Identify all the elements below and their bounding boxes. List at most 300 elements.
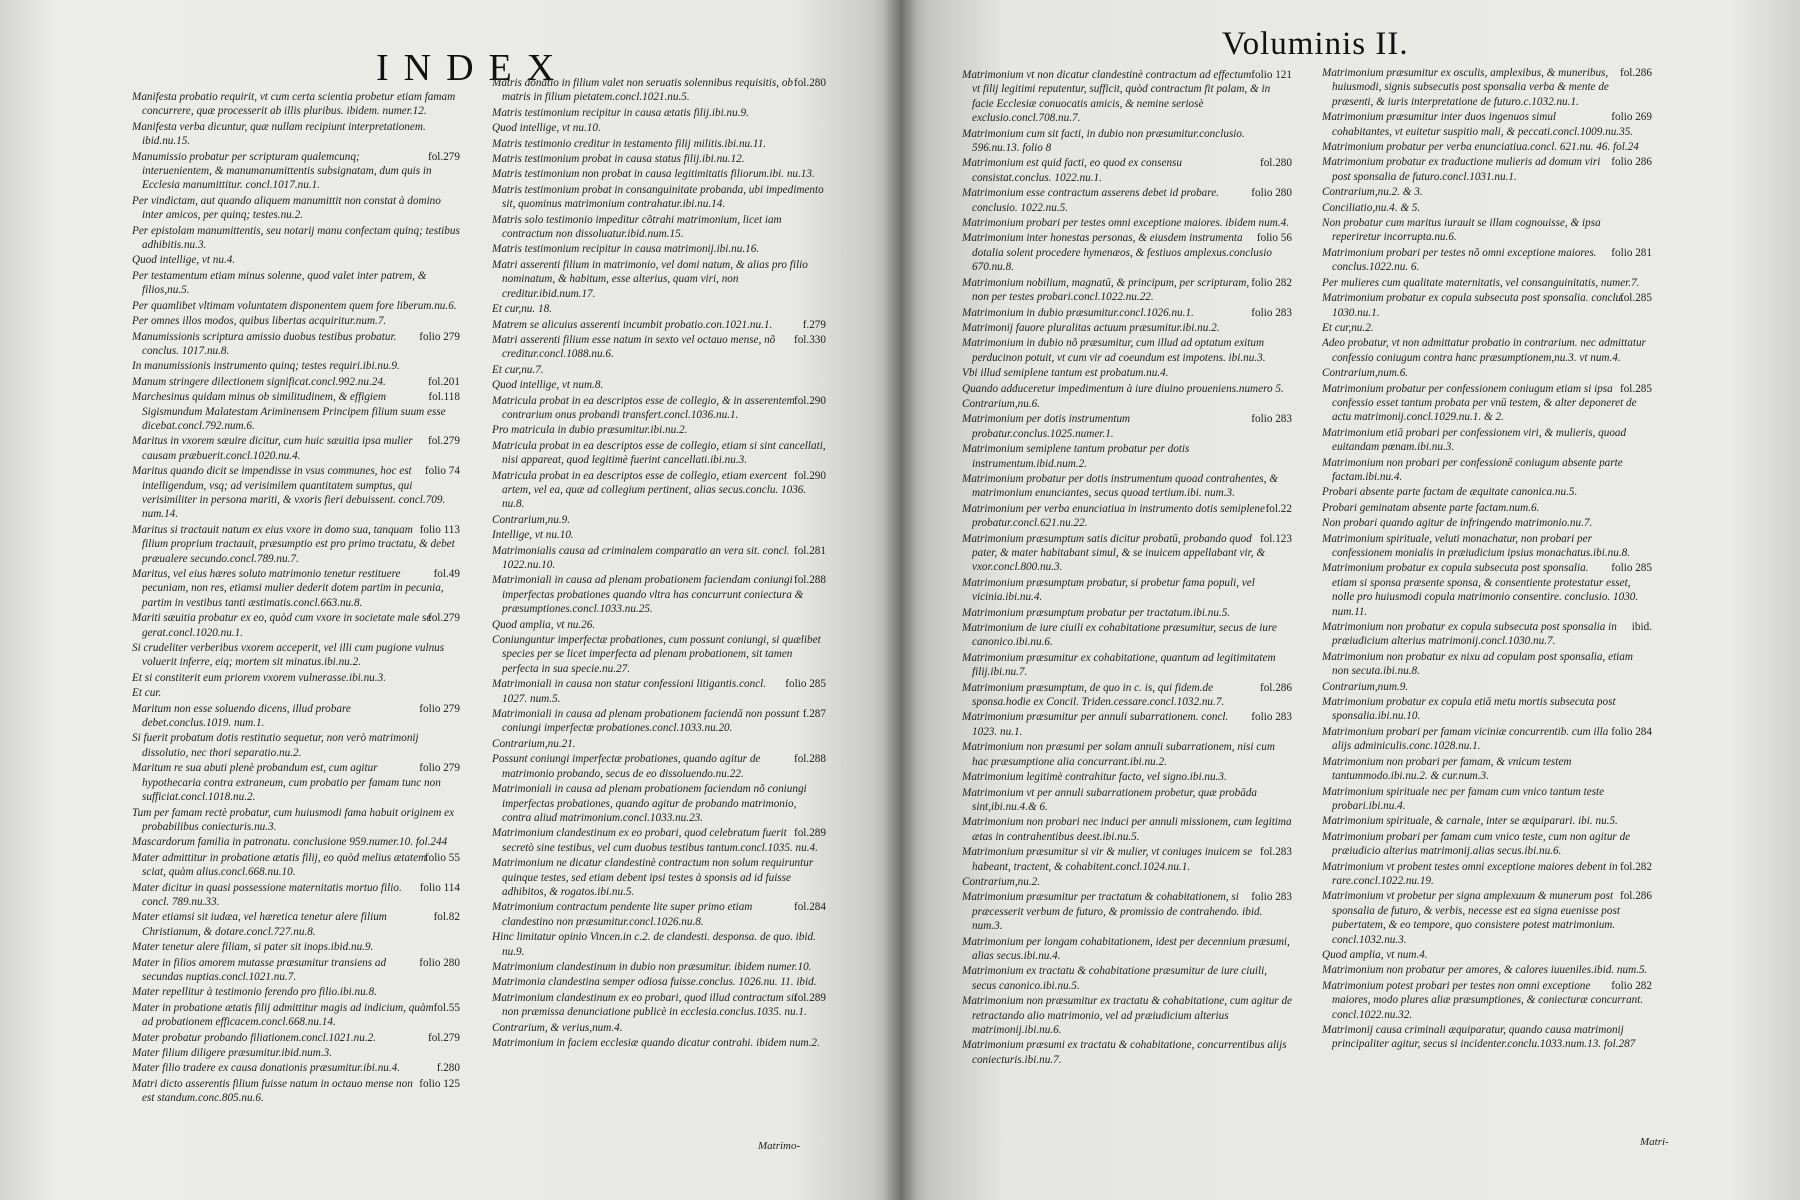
folio-reference: fol.280 — [793, 77, 826, 89]
folio-reference: fol.82 — [433, 911, 460, 924]
index-entry-text: Marchesinus quidam minus ob similitudinem, & effigiem Sigismundum Malatestam Ariminensem Principem filium suum esse dicebat.concl.792.num.6. — [132, 391, 446, 432]
folio-reference: folio 55 — [424, 851, 460, 864]
index-entry-text: Matrimonium semiplene tantum probatur per dotis instrumentum.ibid.num.2. — [962, 443, 1190, 470]
index-entry-text: Matrimonium vt per annuli subarrationem probetur, quæ probāda sint,ibi.nu.4.& 6. — [962, 786, 1258, 813]
folio-reference: folio 286 — [1611, 156, 1652, 169]
index-entry-text: Matrimonium non probari per famam, & vnicum testem tantummodo.ibi.nu.2. & cur.num.3. — [1322, 755, 1572, 783]
index-entry-text: Matri asserenti filium in matrimonio, vel domi natum, & alias pro filio nominatum, & habitum, esse alterius, quam viri, non creditur.ibid.num.17. — [492, 258, 808, 300]
index-entry-text: Manum stringere dilectionem significat.concl.992.nu.24. — [132, 375, 386, 388]
folio-reference: fol.279 — [427, 612, 460, 625]
catchword-left: Matrimo- — [758, 1140, 801, 1152]
index-entry-text: Matrimonium cum sit facti, in dubio non præsumitur.conclusio. 596.nu.13. folio 8 — [962, 127, 1245, 155]
index-entry — [492, 469, 826, 512]
index-entry-text: Maritus si tractauit natum ex eius vxore in domo sua, tanquam filium proprium tractauit, præsumptio est pro primo tractatu, & debet præualere secundo.concl.789.nu.7. — [132, 523, 455, 565]
index-entry — [1322, 680, 1652, 694]
folio-reference: fol.285 — [1619, 292, 1652, 305]
index-entry-text: Quod amplia, vt num.4. — [1322, 948, 1428, 961]
folio-reference: folio 283 — [1251, 306, 1292, 319]
index-entry-text: Probari geminatam absente parte factam.num.6. — [1322, 501, 1540, 514]
index-entry — [962, 994, 1292, 1037]
folio-reference: folio 269 — [1611, 111, 1652, 124]
index-entry-text: Matrimoniali in causa non statur confessioni litigantis.concl. 1027. num.5. — [492, 678, 767, 705]
index-entry-text: Matrimonium per dotis instrumentum probatur.conclus.1025.numer.1. — [962, 413, 1131, 440]
index-entry-text: Matrimonium per longam cohabitationem, idest per decennium præsumi, alias secus.ibi.nu.4. — [962, 935, 1290, 962]
index-entry — [492, 439, 826, 468]
index-entry — [1322, 336, 1652, 365]
index-entry-text: Matrimonium præsumitur si vir & mulier, vt coniuges inuicem se habeant, tractent, & cohabitent.concl.1024.nu.1. — [962, 846, 1253, 873]
index-entry — [492, 258, 826, 301]
index-entry-text: In manumissionis instrumento quinq; testes requiri.ibi.nu.9. — [132, 360, 400, 373]
index-entry-text: Et cur,nu. 18. — [492, 303, 552, 316]
index-entry — [962, 786, 1292, 815]
index-entry — [132, 1001, 460, 1030]
folio-reference: folio 280 — [419, 956, 460, 969]
index-entry — [132, 523, 460, 566]
index-entry-text: Matricula probat in ea descriptos esse de collegio, etiam exercent artem, vel ea, quæ ad collegium pertinent, alias secus.conclu. 1036. nu.8. — [492, 469, 807, 511]
folio-reference: fol.330 — [793, 333, 826, 346]
index-entry-text: Matrimonium probari per testes omni exceptione maiores. ibidem num.4. — [962, 217, 1289, 230]
index-entry — [132, 806, 460, 835]
index-entry — [962, 576, 1292, 605]
index-entry — [962, 366, 1292, 380]
index-entry-text: Quod amplia, vt nu.26. — [492, 618, 596, 631]
index-entry — [492, 394, 826, 423]
index-entry — [492, 137, 826, 151]
index-entry — [492, 121, 826, 135]
index-entry — [962, 276, 1292, 305]
index-entry-text: Matrimonium præsumitur per tractatum & cohabitationem, si præcesserit verbum de futuro, & promissio de contrahendo. ibid. num.3. — [962, 891, 1263, 933]
index-entry-text: Matricula probat in ea descriptos esse de collegio, & in asserentem contrarium onus probandi transfert.concl.1036.nu.1. — [492, 394, 795, 421]
index-entry — [1322, 1023, 1652, 1052]
index-entry-text: Manifesta probatio requirit, vt cum certa scientia probetur etiam famam concurrere, quæ processerit ab illis pluribus. ibidem. numer.12. — [132, 91, 456, 118]
index-entry — [132, 731, 460, 760]
index-entry-text: Matrimonium nobilium, magnatū, & principum, per scripturam, non per testes probari.concl.1022.nu.22. — [962, 276, 1250, 304]
index-entry-text: Matris solo testimonio impeditur cõtrahi matrimonium, licet iam contractum non dissoluatur.ibid.num.15. — [492, 213, 782, 241]
folio-reference: folio 284 — [1611, 725, 1652, 738]
index-entry — [132, 390, 460, 433]
index-entry — [1322, 185, 1652, 199]
folio-reference: folio 282 — [1251, 276, 1292, 289]
index-entry — [132, 464, 460, 522]
folio-reference: fol.286 — [1619, 890, 1652, 903]
index-entry — [962, 740, 1292, 769]
index-entry-text: Quod intellige, vt nu.10. — [492, 122, 601, 135]
folio-reference: folio 125 — [419, 1077, 460, 1090]
index-entry-text: Tum per famam rectè probatur, cum huiusmodi fama habuit originem ex probabilibus coniecturis.nu.3. — [132, 806, 455, 833]
index-entry — [1322, 561, 1652, 619]
index-entry — [492, 826, 826, 855]
index-entry-text: Per vindictam, aut quando aliquem manumittit non constat à domino inter amicos, per quinq; testes.nu.2. — [132, 194, 441, 222]
index-entry — [132, 567, 460, 610]
index-entry — [962, 472, 1292, 501]
index-entry-text: Maritus in vxorem sæuire dicitur, cum huic sæuitia ipsa mulier causam præbuerit.concl.1020.nu.4. — [132, 435, 413, 462]
index-entry-text: Matrimonium de iure ciuili ex cohabitatione præsumitur, secus de iure canonico.ibi.nu.6. — [962, 622, 1277, 649]
folio-reference: fol.290 — [793, 394, 826, 407]
index-entry — [492, 960, 826, 974]
folio-reference: fol.286 — [1619, 67, 1652, 79]
index-entry — [492, 1021, 826, 1035]
folio-reference: fol.290 — [793, 469, 826, 482]
index-entry-text: Intellige, vt nu.10. — [492, 529, 574, 542]
index-entry — [132, 702, 460, 731]
index-entry — [132, 330, 460, 359]
folio-reference: fol.285 — [1619, 382, 1652, 395]
folio-reference: folio 279 — [419, 330, 460, 343]
folio-reference: fol.201 — [427, 375, 460, 388]
folio-reference: folio 279 — [419, 702, 460, 715]
index-entry — [1322, 725, 1652, 754]
folio-reference: folio 285 — [1611, 562, 1652, 575]
index-entry-text: Matrimonium præsumitur ex osculis, amplexibus, & muneribus, huiusmodi, signis subsecutis post sponsalia verba & mente de præsenti, & iuris interpretatione de futuro.c.1032.nu.1. — [1322, 67, 1609, 108]
index-entry — [962, 412, 1292, 441]
folio-reference: ibid. — [1631, 621, 1652, 634]
index-entry — [1322, 814, 1652, 828]
index-entry-text: Matrimonium præsumitur ex cohabitatione, quantum ad legitimitatem filij.ibi.nu.7. — [962, 651, 1276, 679]
index-entry — [492, 76, 826, 105]
index-entry-text: Matrimonium spirituale, & carnale, inter se æquiparari. ibi. nu.5. — [1322, 815, 1618, 828]
index-entry — [132, 940, 460, 954]
index-entry-text: Conciliatio,nu.4. & 5. — [1322, 201, 1421, 214]
index-entry — [132, 269, 460, 298]
index-entry-text: Manumissio probatur per scripturam qualemcunq; interuenientem, & manumanumittentis subsignatam, dum quis in Ecclesia manumittitur. concl.1017.nu.1. — [132, 150, 432, 192]
index-entry-text: Maritum re sua abuti plenè probandum est, cum agitur hypothecaria contra extraneum, cum probatio per famam tunc non sufficiat.concl.1018.nu.2. — [132, 762, 441, 804]
index-entry — [132, 1046, 460, 1060]
index-entry — [962, 1038, 1292, 1067]
folio-reference: fol.284 — [793, 901, 826, 914]
index-entry-text: Matrimonium probatur ex copula etiā metu mortis subsecuta post sponsalia.ibi.nu.10. — [1322, 696, 1616, 723]
folio-reference: folio 279 — [419, 762, 460, 775]
index-entry-text: Matrimonium præsumitur inter duos ingenuos simul cohabitantes, vt euitetur suspitio mali, & peccati.concl.1009.nu.35. — [1322, 111, 1634, 138]
index-entry — [492, 573, 826, 616]
index-entry — [1322, 889, 1652, 947]
index-entry — [1322, 66, 1652, 109]
index-entry-text: Matrimonium spirituale, veluti monachatur, non probari per confessionem monialis in præiudicium ipsius monachatus.ibi.nu.8. — [1322, 532, 1631, 559]
index-entry — [962, 397, 1292, 411]
index-entry — [962, 845, 1292, 874]
index-entry — [132, 956, 460, 985]
index-entry-text: Matrimonium præsumi ex tractatu & cohabitatione, concurrentibus alijs coniecturis.ibi.nu.7. — [962, 1039, 1287, 1066]
index-entry — [492, 513, 826, 527]
folio-reference: fol.55 — [433, 1001, 460, 1014]
index-entry — [492, 378, 826, 392]
index-entry-text: Matrimonium probatur per confessionem coniugum etiam si ipsa confessio esset tantum probata per vnū testem, & alter deponeret de actu matrimonij.concl.1029.nu.1. & 2. — [1322, 382, 1637, 424]
index-entry — [132, 671, 460, 685]
folio-reference: fol.279 — [427, 1031, 460, 1044]
index-entry-text: Contrarium,num.9. — [1322, 680, 1409, 693]
index-entry-text: Matrimonium præsumitur per annuli subarrationem. concl. 1023. nu.1. — [962, 711, 1229, 738]
index-entry — [132, 910, 460, 939]
index-entry-text: Matrimonij fauore pluralitas actuum præsumitur.ibi.nu.2. — [962, 321, 1220, 334]
folio-reference: fol.280 — [1259, 157, 1292, 170]
index-entry — [132, 851, 460, 880]
index-entry — [1322, 501, 1652, 515]
index-entry-text: Matrimonium probari per testes nõ omni exceptione maiores. conclus.1022.nu. 6. — [1322, 246, 1597, 274]
index-entry — [132, 434, 460, 463]
folio-reference: folio 74 — [424, 465, 460, 478]
index-entry-text: Mater admittitur in probatione ætatis filij, eo quòd melius ætatem sciat, quàm alius.concl.668.nu.10. — [132, 851, 427, 879]
folio-reference: f.279 — [802, 318, 826, 331]
index-entry — [132, 611, 460, 640]
index-entry-text: Matrimonium esse contractum asserens debet id probare. conclusio. 1022.nu.5. — [962, 187, 1219, 214]
index-entry — [492, 707, 826, 736]
index-entry — [1322, 650, 1652, 679]
index-entry-text: Mater probatur probando filiationem.concl.1021.nu.2. — [132, 1031, 377, 1044]
index-entry — [492, 900, 826, 929]
folio-reference: fol.283 — [1259, 846, 1292, 859]
index-entry-text: Matris donatio in filium valet non seruatis solennibus requisitis, ob matris in filium pietatem.concl.1021.nu.5. — [492, 77, 794, 104]
folio-reference: fol.49 — [433, 568, 460, 580]
folio-reference: fol.286 — [1259, 681, 1292, 694]
folio-reference: folio 283 — [1251, 413, 1292, 426]
index-entry-text: Si fuerit probatum dotis restitutio sequetur, non verò matrimonij dissolutio, nec thori separatio.nu.2. — [132, 732, 419, 759]
index-entry-text: Hinc limitatur opinio Vincen.in c.2. de clandesti. desponsa. de quo. ibid. nu.9. — [492, 931, 816, 958]
index-entry — [1322, 485, 1652, 499]
index-entry-text: Probari absente parte factam de æquitate canonica.nu.5. — [1322, 486, 1578, 499]
index-entry-text: Adeo probatur, vt non admittatur probatio in contrarium. nec admittatur confessio coniugum contra hanc præsumptionem,nu.3. vt num.4. — [1322, 337, 1646, 364]
index-entry-text: Matrimonium in dubio nõ præsumitur, cum illud ad optatum exitum perducinon potuit, vt cum vir ad coeundum est impotens. ibi.nu.3. — [962, 337, 1266, 364]
index-entry — [962, 875, 1292, 889]
index-entry-text: Contrarium,num.6. — [1322, 367, 1409, 380]
index-entry — [1322, 695, 1652, 724]
index-entry — [1322, 276, 1652, 290]
index-entry-text: Mater filium diligere præsumitur.ibid.num.3. — [132, 1047, 333, 1059]
index-entry — [962, 231, 1292, 274]
index-entry-text: Contrarium,nu.9. — [492, 513, 571, 526]
index-entry-text: Per mulieres cum qualitate maternitatis, vel consanguinitatis, numer.7. — [1322, 276, 1640, 289]
index-entry-text: Maritus, vel eius hæres soluto matrimonio tenetur restituere pecuniam, non res, etiamsi mulier dederit dotem partim in pecunia, partim in vestibus tanti æstimatis.concl.663.nu.8. — [132, 568, 444, 609]
index-entry — [492, 618, 826, 632]
index-entry — [962, 964, 1292, 993]
index-entry — [962, 127, 1292, 156]
index-entry-text: Matrimonium probatur ex traductione mulieris ad domum viri post sponsalia de futuro.concl.1031.nu.1. — [1322, 156, 1601, 183]
folio-reference: folio 56 — [1256, 232, 1292, 245]
index-entry-text: Matri dicto asserentis filium fuisse natum in octauo mense non est standum.conc.805.nu.6. — [132, 1077, 413, 1105]
index-entry — [962, 710, 1292, 739]
index-entry — [962, 442, 1292, 471]
index-entry-text: Matris testimonium recipitur in causa matrimonij.ibi.nu.16. — [492, 243, 760, 256]
index-entry-text: Matrimonij causa criminali æquiparatur, quando causa matrimonij principaliter agitur, secus si incidenter.conclu.1033.num.13. fol.287 — [1322, 1024, 1636, 1051]
index-entry — [492, 856, 826, 899]
index-entry-text: Matrimonium inter honestas personas, & eiusdem instrumenta dotalia solent procedere hymenæos, & festiuos amplexus.conclusio 670.nu.8. — [962, 232, 1272, 274]
index-entry-text: Et cur,nu.2. — [1322, 321, 1374, 334]
index-entry — [492, 333, 826, 362]
index-entry — [962, 306, 1292, 320]
index-entry-text: Quod intellige, vt num.8. — [492, 379, 604, 392]
index-entry — [1322, 246, 1652, 275]
index-entry-text: Matrimoniali in causa ad plenam probationem faciendam nõ coniungi imperfectas probationes, quando agitur de probando matrimonio, contra aliud matrimonium.concl.1033.nu.23. — [492, 783, 807, 824]
index-entry — [1322, 860, 1652, 889]
index-entry-text: Contrarium,nu.2. & 3. — [1322, 186, 1423, 199]
index-entry — [132, 253, 460, 267]
index-entry — [1322, 456, 1652, 485]
folio-reference: folio 282 — [1611, 979, 1652, 992]
index-entry-text: Matrimonium clandestinum in dubio non præsumitur. ibidem numer.10. — [492, 960, 812, 973]
index-entry-text: Matrimonium vt probetur per signa amplexuum & munerum post sponsalia de futuro, & verbis, necesse est ea signa euenisse post pubertatem, & eo tempore, quo consistere potest matrimonium. concl.1032.nu.3. — [1322, 890, 1620, 946]
folio-reference: fol.282 — [1619, 860, 1652, 873]
index-entry — [1322, 321, 1652, 335]
book-gutter — [884, 0, 916, 1200]
index-entry — [962, 336, 1292, 365]
index-entry — [962, 621, 1292, 650]
index-entry — [132, 120, 460, 149]
index-entry-text: Maritum non esse soluendo dicens, illud probare debet.conclus.1019. num.1. — [132, 702, 351, 730]
index-entry-text: Coniunguntur imperfectæ probationes, cum possunt coniungi, si quælibet species per se licet imperfecta ad plenam probationem, sit tamen perfecta in sua specie.nu.27. — [492, 634, 821, 675]
index-entry — [132, 985, 460, 999]
folio-reference: fol.118 — [428, 391, 460, 404]
index-entry — [492, 302, 826, 316]
index-entry — [492, 152, 826, 166]
index-entry — [962, 935, 1292, 964]
index-entry — [1322, 366, 1652, 380]
index-entry-text: Non probari quando agitur de infringendo matrimonio.nu.7. — [1322, 517, 1593, 530]
index-entry — [1322, 516, 1652, 530]
index-entry-text: Matrimonium probatur ex copula subsecuta post sponsalia. conclu. 1030.nu.1. — [1322, 292, 1624, 319]
index-entry — [1322, 201, 1652, 215]
index-entry-text: Possunt coniungi imperfectæ probationes, quando agitur de matrimonio probando, secus de eo dissoluendo.nu.22. — [492, 753, 761, 780]
index-entry — [1322, 620, 1652, 649]
folio-reference: fol.279 — [427, 150, 460, 163]
index-entry-text: Mater in probatione ætatis filij admittitur magis ad indicium, quàm ad probationem efficacem.concl.668.nu.14. — [132, 1001, 434, 1029]
index-entry-text: Matrimonium etiā probari per confessionem viri, & mulieris, quoad euitandam pœnam.ibi.nu.3. — [1322, 426, 1627, 454]
running-head-volume: Voluminis II. — [1222, 26, 1409, 62]
index-entry-text: Manumissionis scriptura amissio duobus testibus probatur. conclus. 1017.nu.8. — [132, 330, 397, 357]
index-entry — [1322, 291, 1652, 320]
index-entry-text: Mater dicitur in quasi possessione maternitatis mortuo filio. concl. 789.nu.33. — [132, 881, 402, 908]
index-entry-text: Matrimonium contractum pendente lite super primo etiam clandestino non præsumitur.concl.1026.nu.8. — [492, 901, 753, 928]
index-entry-text: Mascardorum familia in patronatu. conclusione 959.numer.10. fol.244 — [132, 836, 448, 849]
index-entry — [492, 363, 826, 377]
index-entry-text: Matrimonium non probari nec induci per annuli missionem, cum legitima ætas in contrahentibus deest.ibi.nu.5. — [962, 816, 1292, 843]
index-entry-text: Contrarium,nu.21. — [492, 737, 576, 750]
index-entry-text: Matrimonium non probatur ex nixu ad copulam post sponsalia, etiam non secuta.ibi.nu.8. — [1322, 650, 1633, 678]
index-entry — [132, 761, 460, 804]
index-entry — [492, 423, 826, 437]
index-entry — [492, 242, 826, 256]
index-entry-text: Matrimonium in dubio præsumitur.concl.1026.nu.1. — [962, 306, 1194, 319]
index-entry — [962, 156, 1292, 185]
folio-reference: folio 121 — [1251, 69, 1292, 81]
index-entry — [492, 318, 826, 332]
index-entry-text: Et si constiterit eum priorem vxorem vulnerasse.ibi.nu.3. — [132, 671, 386, 684]
index-entry — [962, 681, 1292, 710]
index-entry — [962, 815, 1292, 844]
index-entry-text: Matris testimonium non probat in causa legitimitatis filiorum.ibi. nu.13. — [492, 168, 815, 181]
index-entry-text: Mater filio tradere ex causa donationis præsumitur.ibi.nu.4. — [132, 1062, 401, 1075]
index-entry — [962, 532, 1292, 575]
index-column-3 — [962, 68, 1292, 1188]
index-entry-text: Matrimonia clandestina semper odiosa fuisse.conclus. 1026.nu. 11. ibid. — [492, 976, 817, 989]
index-column-2 — [492, 76, 826, 1198]
index-entry — [132, 375, 460, 389]
index-entry — [492, 930, 826, 959]
index-entry-text: Matrimonium clandestinum ex eo probari, quod illud contractum sit non præmissa denunciatione publicè in ecclesia.conclus.1035. nu.1. — [492, 991, 807, 1019]
index-entry — [962, 770, 1292, 784]
index-entry-text: Matrimonium per verba enunciatiua in instrumento dotis semiplene probatur.concl.621.nu.22. — [962, 502, 1265, 530]
index-entry — [492, 782, 826, 825]
index-entry-text: Matri asserenti filium esse natum in sexto vel octauo mense, nõ creditur.concl.1088.nu.6. — [492, 333, 776, 361]
index-entry — [132, 835, 460, 849]
index-entry — [132, 150, 460, 193]
index-entry — [492, 544, 826, 573]
index-entry-text: Matris testimonium recipitur in causa ætatis filij.ibi.nu.9. — [492, 106, 749, 119]
index-entry-text: Matrimonium potest probari per testes non omni exceptione maiores, modo plures aliæ præsumptiones, & coniecturæ concurrant. concl.1022.nu.32. — [1322, 979, 1644, 1021]
index-entry-text: Matris testimonio creditur in testamento filij militis.ibi.nu.11. — [492, 137, 767, 150]
index-entry — [492, 528, 826, 542]
index-entry — [1322, 830, 1652, 859]
index-entry-text: Matrimonium vt probent testes omni exceptione maiores debent in rare.concl.1022.nu.19. — [1322, 860, 1618, 887]
folio-reference: fol.279 — [427, 435, 460, 448]
index-entry — [492, 213, 826, 242]
index-entry-text: Matris testimonium probat in consanguinitate probanda, ubi impedimento sit, quominus matrimonium contrahatur.ibi.nu.14. — [492, 183, 824, 211]
index-entry — [132, 299, 460, 313]
index-entry-text: Matrimonium ne dicatur clandestinè contractum non solum requiruntur quinque testes, sed etiam debent ipsi testes à sponsis ad id fuisse adhibitos, & rogatos.ibi.nu.5. — [492, 857, 814, 898]
index-entry-text: Quando adduceretur impedimentum à iure diuino proueniens.numero 5. — [962, 382, 1284, 395]
index-entry — [1322, 426, 1652, 455]
folio-reference: fol.288 — [793, 753, 826, 766]
folio-reference: folio 114 — [419, 881, 460, 894]
folio-reference: folio 283 — [1251, 891, 1292, 904]
index-entry — [492, 1036, 826, 1050]
index-entry — [962, 890, 1292, 933]
index-entry-text: Pro matricula in dubio præsumitur.ibi.nu.2. — [492, 424, 688, 437]
index-entry-text: Mariti sæuitia probatur ex eo, quòd cum vxore in societate male se gerat.concl.1020.nu.1. — [132, 612, 432, 639]
folio-reference: folio 283 — [1251, 711, 1292, 724]
index-entry-text: Matrimonium præsumptum, de quo in c. is, qui fidem.de sponsa.hodie ex Concil. Triden.cessare.concl.1032.nu.7. — [962, 681, 1225, 709]
index-entry — [1322, 532, 1652, 561]
index-entry — [1322, 382, 1652, 425]
index-entry — [492, 737, 826, 751]
folio-reference: folio 113 — [419, 523, 460, 536]
index-entry-text: Mater tenetur alere filiam, si pater sit inops.ibid.nu.9. — [132, 941, 374, 954]
index-entry — [492, 633, 826, 676]
index-entry-text: Matrimonium probatur ex copula subsecuta post sponsalia. etiam si sponsa præsente sponsa, & consentiente protestatur esset, nolle pro huiusmodi copula matrimonio consentire. conclusio. 1030. num.11. — [1322, 562, 1639, 618]
index-entry — [962, 606, 1292, 620]
index-entry — [132, 686, 460, 700]
index-entry — [132, 90, 460, 119]
index-entry-text: Mater etiamsi sit iudæa, vel hæretica tenetur alere filium Christianum, & dotare.concl.727.nu.8. — [132, 911, 387, 938]
index-entry-text: Manifesta verba dicuntur, quæ nullam recipiunt interpretationem. ibid.nu.15. — [132, 120, 426, 148]
index-entry — [492, 106, 826, 120]
index-entry-text: Matrimonium legitimè contrahitur facto, vel signo.ibi.nu.3. — [962, 771, 1227, 784]
index-entry — [492, 991, 826, 1020]
index-entry-text: Per epistolam manumittentis, seu notarij manu confectam quinq; testibus adhibitis.nu.3. — [132, 224, 460, 252]
index-entry — [1322, 963, 1652, 977]
folio-reference: f.280 — [436, 1062, 460, 1075]
index-entry-text: Matrimonium præsumptum satis dicitur probatū, probando quod pater, & mater habitabant simul, & se inuicem appellabant vir, & vxor.concl.800.nu.3. — [962, 532, 1266, 574]
folio-reference: fol.22 — [1265, 502, 1292, 515]
index-entry-text: Non probatur cum maritus iurauit se illam cognouisse, & ipsa reperiretur incorrupta.nu.6. — [1322, 217, 1601, 244]
index-entry — [492, 167, 826, 181]
folio-reference: fol.289 — [793, 991, 826, 1004]
index-entry-text: Matrimoniali in causa ad plenam probationem faciendam coniungi imperfectas probationes quando vltra has concurrunt coniectura & præsumptiones.concl.1033.nu.25. — [492, 574, 804, 616]
index-entry-text: Matricula probat in ea descriptos esse de collegio, etiam si sint cancellati, nisi appareat, quod legitimè fuerint cancellati.ibi.nu.3. — [492, 439, 826, 467]
folio-reference: fol.123 — [1259, 532, 1292, 545]
index-entry — [962, 321, 1292, 335]
index-entry — [962, 186, 1292, 215]
index-entry — [962, 382, 1292, 396]
index-entry — [492, 183, 826, 212]
folio-reference: folio 285 — [785, 678, 826, 691]
index-entry-text: Mater in filios amorem mutasse præsumitur transiens ad secundas nuptias.concl.1021.nu.7. — [132, 956, 387, 983]
index-entry — [132, 1077, 460, 1106]
index-entry-text: Matrimonium probatur per verba enunciatiua.concl. 621.nu. 46. fol.24 — [1322, 141, 1639, 154]
index-entry-text: Vbi illud semiplene tantum est probatum.nu.4. — [962, 367, 1169, 380]
index-entry-text: Mater repellitur à testimonio ferendo pro filio.ibi.nu.8. — [132, 986, 377, 999]
index-entry — [132, 314, 460, 328]
folio-reference: f.287 — [802, 708, 826, 721]
index-entry-text: Matrimonium non probari per confessionē coniugum absente parte factam.ibi.nu.4. — [1322, 456, 1623, 483]
running-head-index: INDEX — [376, 47, 570, 89]
